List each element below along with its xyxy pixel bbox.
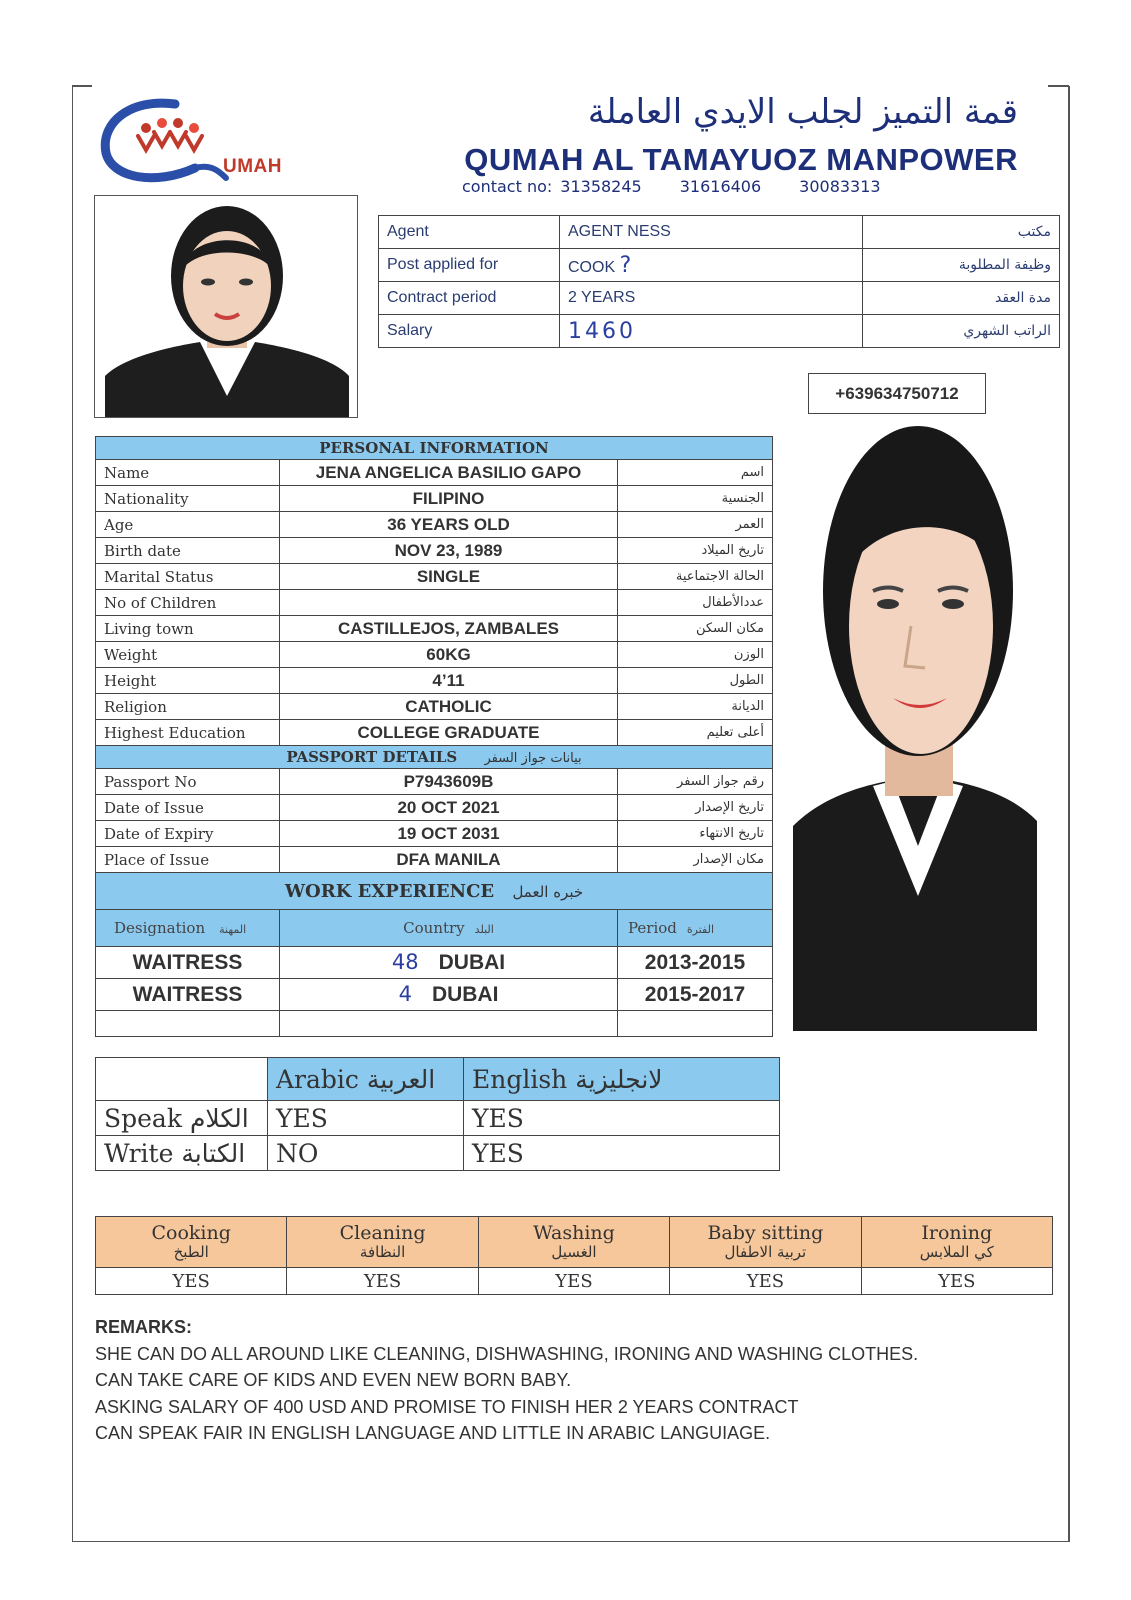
handwritten-mark: 4: [398, 982, 412, 1006]
remarks-title: REMARKS:: [95, 1317, 192, 1337]
contact-line: [462, 177, 1018, 196]
skill-name: Ironing: [921, 1222, 993, 1245]
people-icon: [138, 118, 202, 150]
table-row: [96, 460, 773, 486]
skills-table: [95, 1216, 1053, 1295]
skills-header-row: [96, 1217, 1053, 1268]
english-value: YES: [464, 1136, 780, 1171]
work-heading: [96, 873, 773, 910]
field-label-arabic: الديانة: [618, 694, 773, 720]
table-row: [96, 769, 773, 795]
remarks-line: CAN SPEAK FAIR IN ENGLISH LANGUAGE AND LITTLE IN ARABIC LANGUIAGE.: [95, 1423, 771, 1443]
section-header: [96, 746, 773, 769]
handwritten-mark: 48: [391, 950, 419, 974]
skill-value: YES: [478, 1268, 669, 1295]
personal-info-table: [95, 436, 773, 1037]
language-skill-label: Write الكتابة: [96, 1136, 268, 1171]
field-label-arabic: اسم: [618, 460, 773, 486]
field-value: 60KG: [280, 642, 618, 668]
field-label: Religion: [96, 694, 280, 720]
skill-value: YES: [861, 1268, 1052, 1295]
skill-name-arabic: الطبخ: [173, 1243, 209, 1262]
applicant-photo-small: [94, 195, 358, 418]
field-value: 4’11: [280, 668, 618, 694]
field-label: Weight: [96, 642, 280, 668]
section-header: [96, 437, 773, 460]
field-label: Place of Issue: [96, 847, 280, 873]
table-row: [96, 668, 773, 694]
skill-name: Washing: [533, 1222, 615, 1245]
skill-name-arabic: تربية الاطفال: [724, 1243, 807, 1262]
frame-right-line: [1068, 86, 1070, 1541]
work-column-headers: [96, 910, 773, 947]
section-header: [96, 873, 773, 910]
field-label: Salary: [379, 315, 560, 348]
field-value: 19 OCT 2031: [280, 821, 618, 847]
field-label: Living town: [96, 616, 280, 642]
field-label-arabic: تاريخ الإصدار: [618, 795, 773, 821]
skill-name: Cleaning: [339, 1222, 426, 1245]
passport-heading: [96, 746, 773, 769]
column-header-ar: البلد: [474, 923, 494, 936]
field-value: AGENT NESS: [560, 216, 863, 249]
skill-name: Baby sitting: [707, 1222, 824, 1245]
table-row: [379, 249, 1060, 282]
field-label: Passport No: [96, 769, 280, 795]
field-label-arabic: مكان السكن: [618, 616, 773, 642]
applicant-photo-large: [793, 426, 1037, 1031]
frame-tick: [72, 85, 92, 87]
field-value: JENA ANGELICA BASILIO GAPO: [280, 460, 618, 486]
skill-heading: [861, 1217, 1052, 1268]
field-label: Contract period: [379, 282, 560, 315]
remarks-section: [95, 1314, 1055, 1447]
skill-name: Cooking: [151, 1222, 231, 1245]
field-value: 36 YEARS OLD: [280, 512, 618, 538]
field-label-arabic: أعلى تعليم: [618, 720, 773, 746]
field-label: Nationality: [96, 486, 280, 512]
contact-number: 30083313: [799, 177, 881, 196]
skill-name-arabic: كي الملابس: [919, 1243, 994, 1262]
field-label-arabic: وظيفة المطلوبة: [863, 249, 1060, 282]
field-label-arabic: العمر: [618, 512, 773, 538]
language-skill-label: Speak الكلام: [96, 1101, 268, 1136]
table-row: [379, 216, 1060, 249]
field-label: No of Children: [96, 590, 280, 616]
field-label-arabic: الراتب الشهري: [863, 315, 1060, 348]
work-row: [96, 947, 773, 979]
field-value-cell: [560, 249, 863, 282]
work-heading-ar: خبره العمل: [512, 882, 584, 901]
table-row: [96, 642, 773, 668]
period: 2015-2017: [618, 979, 773, 1011]
field-label: Height: [96, 668, 280, 694]
table-row: [96, 847, 773, 873]
contact-number: 31616406: [679, 177, 762, 196]
work-row: [96, 979, 773, 1011]
table-row: [96, 1101, 780, 1136]
field-value: COLLEGE GRADUATE: [280, 720, 618, 746]
field-label: Marital Status: [96, 564, 280, 590]
language-table: [95, 1057, 780, 1171]
table-row: [96, 512, 773, 538]
period: 2013-2015: [618, 947, 773, 979]
phone-number: +639634750712: [808, 373, 986, 414]
table-row: [96, 486, 773, 512]
field-label: Agent: [379, 216, 560, 249]
table-row: [96, 616, 773, 642]
company-title-arabic: قمة التميز لجلب الايدي العاملة: [587, 92, 1018, 132]
field-label-arabic: رقم جواز السفر: [618, 769, 773, 795]
column-header-en: Country: [403, 919, 465, 937]
field-label-arabic: الوزن: [618, 642, 773, 668]
country-cell: [280, 979, 618, 1011]
table-row: [96, 590, 773, 616]
field-label-arabic: مدة العقد: [863, 282, 1060, 315]
table-row: [96, 1136, 780, 1171]
table-row: [379, 315, 1060, 348]
skill-heading: [478, 1217, 669, 1268]
field-value: [280, 590, 618, 616]
country: DUBAI: [431, 983, 499, 1006]
english-value: YES: [464, 1101, 780, 1136]
table-row: [96, 795, 773, 821]
passport-heading-ar: بيانات جواز السفر: [484, 751, 582, 766]
field-label: Name: [96, 460, 280, 486]
arabic-value: YES: [268, 1101, 464, 1136]
field-label-arabic: الحالة الاجتماعية: [618, 564, 773, 590]
field-label-arabic: تاريخ الانتهاء: [618, 821, 773, 847]
field-label-arabic: مكتب: [863, 216, 1060, 249]
field-value: DFA MANILA: [280, 847, 618, 873]
table-row: [96, 538, 773, 564]
skill-heading: [287, 1217, 478, 1268]
arabic-heading: Arabic العربية: [268, 1058, 464, 1101]
designation: WAITRESS: [96, 947, 280, 979]
handwritten-salary: 1460: [568, 318, 636, 344]
field-label: Date of Expiry: [96, 821, 280, 847]
field-label-arabic: عددالأطفال: [618, 590, 773, 616]
column-header-ar: المهنة: [219, 923, 247, 936]
company-title: QUMAH AL TAMAYUOZ MANPOWER: [464, 142, 1018, 177]
field-label-arabic: الطول: [618, 668, 773, 694]
skill-name-arabic: النظافة: [359, 1243, 406, 1262]
personal-info-heading: PERSONAL INFORMATION: [96, 437, 773, 460]
handwritten-mark: ?: [619, 252, 632, 278]
skill-name-arabic: الغسيل: [551, 1243, 597, 1262]
field-label: Date of Issue: [96, 795, 280, 821]
skill-value: YES: [670, 1268, 861, 1295]
frame-tick: [1048, 85, 1069, 87]
skill-value: YES: [287, 1268, 478, 1295]
work-row-empty: [96, 1011, 773, 1037]
table-row: [96, 564, 773, 590]
field-value: FILIPINO: [280, 486, 618, 512]
skill-heading: [96, 1217, 287, 1268]
field-label-arabic: تاريخ الميلاد: [618, 538, 773, 564]
job-details-table: [378, 215, 1060, 348]
column-header: [618, 910, 773, 947]
field-label-arabic: مكان الإصدار: [618, 847, 773, 873]
field-label-arabic: الجنسية: [618, 486, 773, 512]
field-label: Post applied for: [379, 249, 560, 282]
table-row: [96, 821, 773, 847]
remarks-line: CAN TAKE CARE OF KIDS AND EVEN NEW BORN BABY.: [95, 1370, 572, 1390]
contact-number: 31358245: [560, 177, 642, 196]
country: DUBAI: [438, 951, 506, 974]
english-heading: English لانجليزية: [464, 1058, 780, 1101]
field-value: CATHOLIC: [280, 694, 618, 720]
work-heading-en: WORK EXPERIENCE: [284, 880, 495, 902]
field-value: COOK: [568, 258, 616, 276]
remarks-line: ASKING SALARY OF 400 USD AND PROMISE TO FINISH HER 2 YEARS CONTRACT: [95, 1396, 799, 1417]
field-label: Highest Education: [96, 720, 280, 746]
skill-value: YES: [96, 1268, 287, 1295]
column-header: [280, 910, 618, 947]
field-value: 2 YEARS: [560, 282, 863, 315]
remarks-line: SHE CAN DO ALL AROUND LIKE CLEANING, DISHWASHING, IRONING AND WASHING CLOTHES.: [95, 1343, 919, 1364]
field-label: Birth date: [96, 538, 280, 564]
language-header-row: [96, 1058, 780, 1101]
field-value-cell: [560, 315, 863, 348]
table-row: [96, 694, 773, 720]
table-row: [379, 282, 1060, 315]
logo-text: UMAH: [223, 156, 282, 177]
field-value: P7943609B: [280, 769, 618, 795]
field-label: Age: [96, 512, 280, 538]
column-header-en: Designation: [114, 919, 206, 937]
column-header-ar: الفترة: [686, 923, 715, 936]
designation: WAITRESS: [96, 979, 280, 1011]
passport-heading-en: PASSPORT DETAILS: [286, 748, 458, 766]
arabic-value: NO: [268, 1136, 464, 1171]
column-header-en: Period: [628, 919, 677, 937]
contact-label: contact no:: [462, 177, 553, 196]
table-row: [96, 720, 773, 746]
field-value: 20 OCT 2021: [280, 795, 618, 821]
column-header: [96, 910, 280, 947]
field-value: SINGLE: [280, 564, 618, 590]
skills-value-row: [96, 1268, 1053, 1295]
skill-heading: [670, 1217, 861, 1268]
country-cell: [280, 947, 618, 979]
field-value: CASTILLEJOS, ZAMBALES: [280, 616, 618, 642]
field-value: NOV 23, 1989: [280, 538, 618, 564]
